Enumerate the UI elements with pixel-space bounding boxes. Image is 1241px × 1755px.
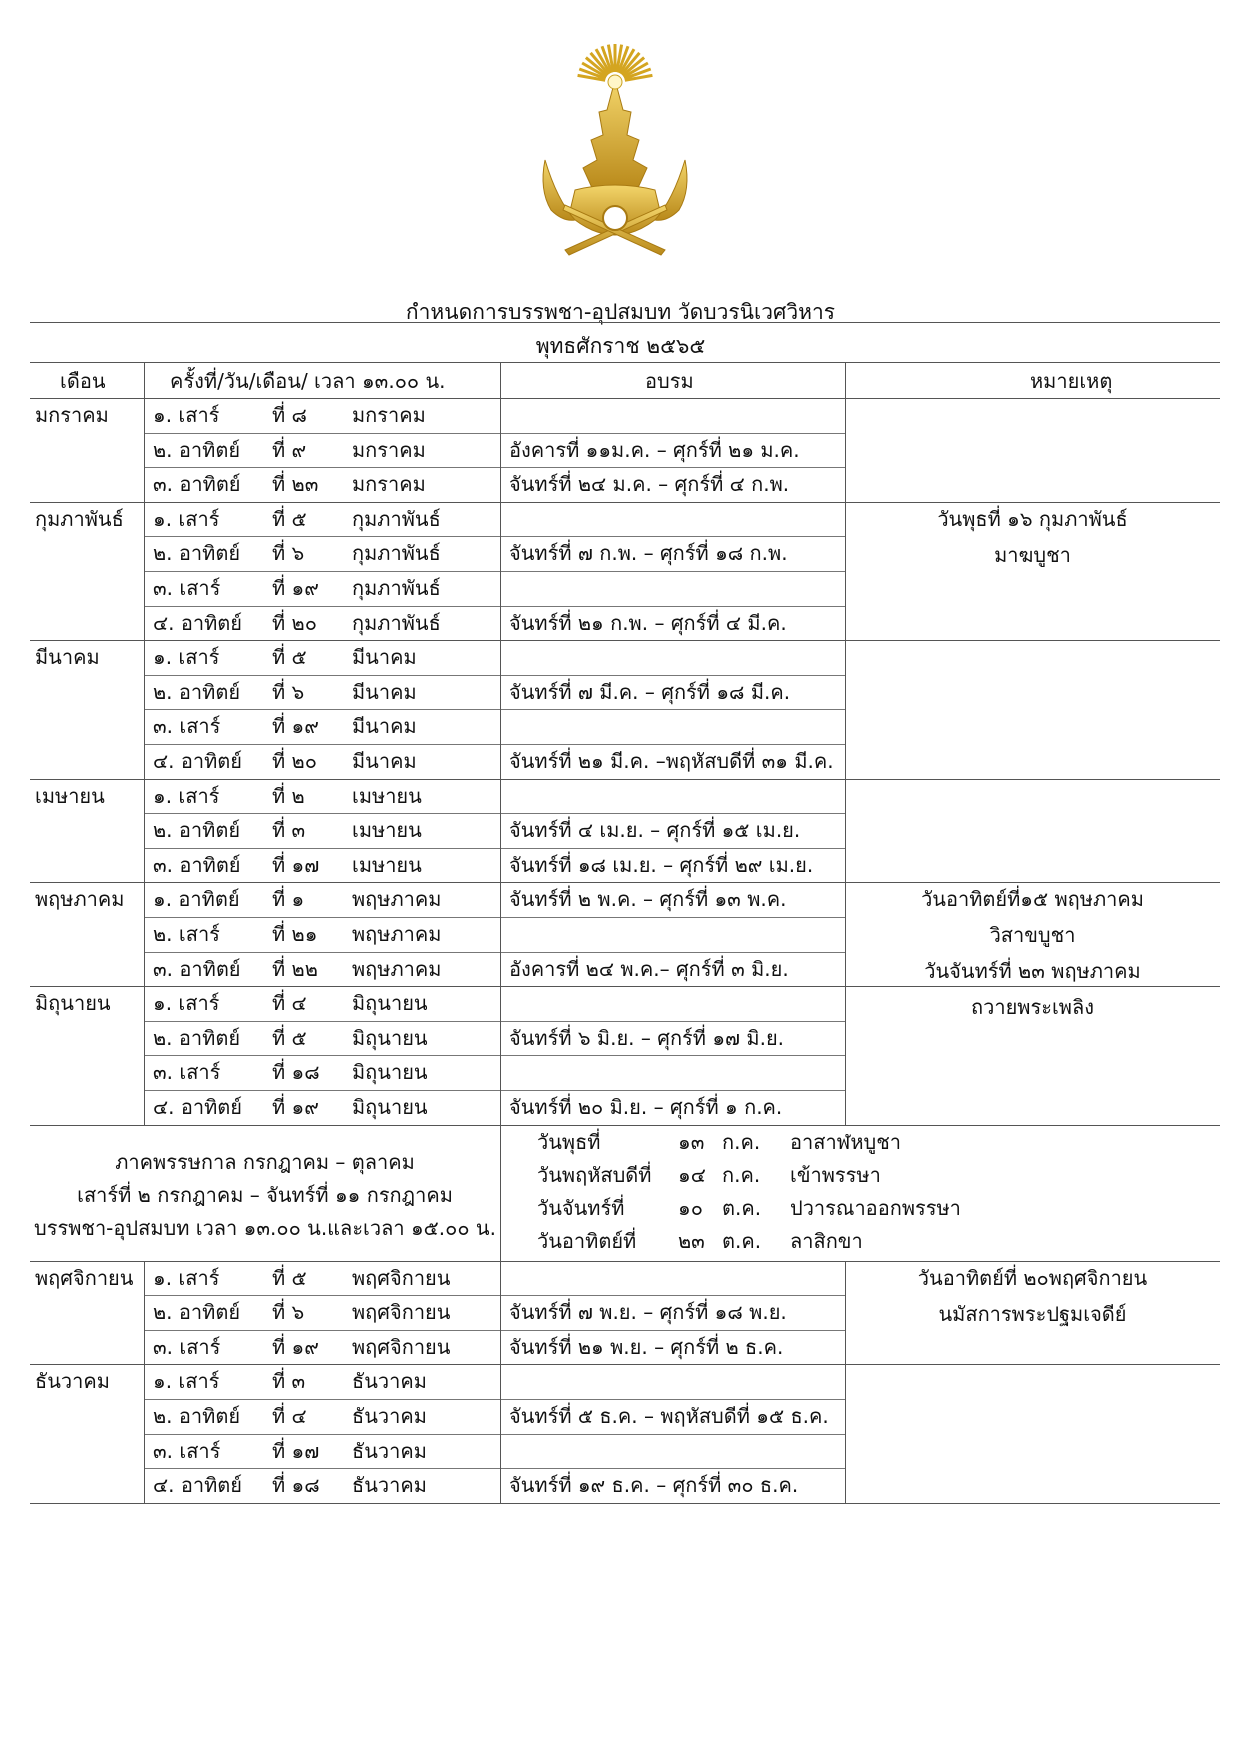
session-month: พฤษภาคม bbox=[352, 887, 442, 912]
note-text: วันอาทิตย์ที่ ๒๐พฤศจิกายน bbox=[917, 1265, 1148, 1290]
session-number: ๑. เสาร์ bbox=[153, 506, 220, 531]
session-month: กุมภาพันธ์ bbox=[352, 610, 441, 635]
training-period: จันทร์ที่ ๗ มี.ค. – ศุกร์ที่ ๑๘ มี.ค. bbox=[509, 679, 791, 704]
training-period: จันทร์ที่ ๒๐ มิ.ย. – ศุกร์ที่ ๑ ก.ค. bbox=[509, 1095, 783, 1119]
session-month: มกราคม bbox=[352, 403, 426, 427]
header-schedule: ครั้งที่/วัน/เดือน/ เวลา ๑๓.๐๐ น. bbox=[170, 369, 446, 393]
rain-retreat-rule bbox=[30, 1261, 1220, 1262]
session-date: ที่ ๑๙ bbox=[272, 1095, 319, 1119]
month-group-rule bbox=[30, 1125, 1220, 1126]
session-month: กุมภาพันธ์ bbox=[352, 506, 441, 531]
holiday-day: วันพุธที่ bbox=[537, 1129, 601, 1154]
column-divider bbox=[144, 1261, 145, 1503]
row-divider bbox=[144, 848, 845, 849]
session-number: ๒. อาทิตย์ bbox=[153, 679, 241, 704]
holiday-day: วันอาทิตย์ที่ bbox=[537, 1228, 637, 1253]
session-number: ๒. อาทิตย์ bbox=[153, 818, 241, 843]
session-date: ที่ ๒๓ bbox=[272, 472, 319, 497]
session-date: ที่ ๖ bbox=[272, 541, 305, 566]
session-month: มิถุนายน bbox=[352, 1025, 428, 1050]
session-month: ธันวาคม bbox=[352, 1473, 427, 1498]
session-number: ๒. อาทิตย์ bbox=[153, 437, 241, 462]
training-period: จันทร์ที่ ๒ พ.ค. – ศุกร์ที่ ๑๓ พ.ค. bbox=[509, 887, 787, 912]
training-period: จันทร์ที่ ๕ ธ.ค. – พฤหัสบดีที่ ๑๕ ธ.ค. bbox=[509, 1404, 829, 1428]
row-divider bbox=[144, 1434, 845, 1435]
training-period: อังคารที่ ๒๔ พ.ค.– ศุกร์ที่ ๓ มิ.ย. bbox=[509, 956, 789, 981]
session-date: ที่ ๕ bbox=[272, 1025, 307, 1050]
session-number: ๓. เสาร์ bbox=[153, 1334, 221, 1359]
session-date: ที่ ๒ bbox=[272, 783, 305, 808]
holiday-number: ๒๓ bbox=[678, 1228, 705, 1253]
month-label: มกราคม bbox=[35, 403, 109, 427]
session-number: ๑. เสาร์ bbox=[153, 1369, 220, 1394]
column-divider bbox=[500, 362, 501, 1125]
header-training: อบรม bbox=[645, 369, 694, 393]
holiday-name: เข้าพรรษา bbox=[790, 1162, 881, 1187]
session-month: มิถุนายน bbox=[352, 1060, 428, 1085]
session-month: มิถุนายน bbox=[352, 991, 428, 1016]
session-date: ที่ ๓ bbox=[272, 818, 306, 843]
month-group-rule bbox=[30, 779, 1220, 780]
column-divider bbox=[845, 362, 846, 1125]
session-date: ที่ ๒๐ bbox=[272, 610, 317, 635]
session-month: กุมภาพันธ์ bbox=[352, 541, 441, 566]
row-divider bbox=[144, 709, 845, 710]
row-divider bbox=[144, 1399, 845, 1400]
session-month: เมษายน bbox=[352, 852, 422, 877]
training-period: จันทร์ที่ ๖ มิ.ย. – ศุกร์ที่ ๑๗ มิ.ย. bbox=[509, 1025, 785, 1050]
session-month: มกราคม bbox=[352, 437, 426, 462]
session-month: มีนาคม bbox=[352, 749, 417, 773]
row-divider bbox=[144, 1090, 845, 1091]
note-text: มาฆบูชา bbox=[994, 542, 1071, 567]
holiday-number: ๑๐ bbox=[678, 1195, 703, 1220]
row-divider bbox=[144, 1055, 845, 1056]
session-date: ที่ ๔ bbox=[272, 991, 307, 1016]
session-number: ๑. เสาร์ bbox=[153, 1265, 220, 1290]
session-number: ๑. อาทิตย์ bbox=[153, 887, 240, 912]
month-group-rule bbox=[30, 1503, 1220, 1504]
header-notes: หมายเหตุ bbox=[1030, 369, 1113, 393]
note-text: วันอาทิตย์ที่๑๕ พฤษภาคม bbox=[921, 887, 1144, 912]
session-month: พฤศจิกายน bbox=[352, 1265, 451, 1290]
row-divider bbox=[144, 536, 845, 537]
training-period: จันทร์ที่ ๗ ก.พ. – ศุกร์ที่ ๑๘ ก.พ. bbox=[509, 541, 788, 566]
session-number: ๓. เสาร์ bbox=[153, 1438, 221, 1463]
rain-retreat-text: บรรพชา-อุปสมบท เวลา ๑๓.๐๐ น.และเวลา ๑๕.๐๐ น. bbox=[34, 1215, 496, 1240]
holiday-month: ต.ค. bbox=[722, 1195, 762, 1220]
training-period: จันทร์ที่ ๒๑ มี.ค. –พฤหัสบดีที่ ๓๑ มี.ค. bbox=[509, 749, 834, 773]
rain-retreat-text: เสาร์ที่ ๒ กรกฎาคม – จันทร์ที่ ๑๑ กรกฎาคม bbox=[77, 1182, 453, 1207]
session-date: ที่ ๖ bbox=[272, 1300, 305, 1325]
header-bottom-rule bbox=[30, 398, 1220, 399]
month-group-rule bbox=[30, 1364, 1220, 1365]
training-period: จันทร์ที่ ๑๘ เม.ย. – ศุกร์ที่ ๒๙ เม.ย. bbox=[509, 852, 814, 877]
session-month: พฤศจิกายน bbox=[352, 1334, 451, 1359]
row-divider bbox=[144, 1468, 845, 1469]
session-month: ธันวาคม bbox=[352, 1369, 427, 1394]
month-group-rule bbox=[30, 986, 1220, 987]
session-date: ที่ ๒๐ bbox=[272, 749, 317, 773]
rain-retreat-text: ภาคพรรษกาล กรกฎาคม – ตุลาคม bbox=[115, 1149, 415, 1174]
holiday-month: ก.ค. bbox=[722, 1129, 761, 1154]
session-number: ๓. อาทิตย์ bbox=[153, 852, 241, 877]
month-label: เมษายน bbox=[35, 783, 105, 808]
session-month: พฤศจิกายน bbox=[352, 1300, 451, 1325]
header-month: เดือน bbox=[60, 369, 106, 393]
note-text: นมัสการพระปฐมเจดีย์ bbox=[938, 1301, 1127, 1326]
session-date: ที่ ๑๙ bbox=[272, 1334, 319, 1359]
column-divider bbox=[845, 1261, 846, 1503]
row-divider bbox=[144, 606, 845, 607]
holiday-month: ก.ค. bbox=[722, 1162, 761, 1187]
row-divider bbox=[144, 467, 845, 468]
session-number: ๓. อาทิตย์ bbox=[153, 472, 241, 497]
session-date: ที่ ๑๘ bbox=[272, 1473, 320, 1498]
session-number: ๒. อาทิตย์ bbox=[153, 1025, 241, 1050]
column-divider bbox=[500, 1125, 501, 1261]
month-label: กุมภาพันธ์ bbox=[35, 506, 124, 531]
session-number: ๑. เสาร์ bbox=[153, 991, 220, 1016]
month-label: ธันวาคม bbox=[35, 1369, 110, 1394]
session-date: ที่ ๕ bbox=[272, 506, 307, 531]
row-divider bbox=[144, 917, 845, 918]
row-divider bbox=[144, 1021, 845, 1022]
session-date: ที่ ๕ bbox=[272, 1265, 307, 1290]
note-text: วันพุธที่ ๑๖ กุมภาพันธ์ bbox=[937, 506, 1128, 531]
holiday-day: วันจันทร์ที่ bbox=[537, 1195, 625, 1220]
training-period: จันทร์ที่ ๒๔ ม.ค. – ศุกร์ที่ ๔ ก.พ. bbox=[509, 472, 790, 497]
title-rule bbox=[30, 322, 1220, 323]
session-month: กุมภาพันธ์ bbox=[352, 576, 441, 600]
session-date: ที่ ๕ bbox=[272, 645, 307, 670]
session-number: ๔. อาทิตย์ bbox=[153, 749, 242, 773]
session-date: ที่ ๔ bbox=[272, 1404, 307, 1428]
buddhist-year: พุทธศักราช ๒๕๖๕ bbox=[535, 334, 706, 358]
row-divider bbox=[144, 675, 845, 676]
note-text: วันจันทร์ที่ ๒๓ พฤษภาคม bbox=[924, 959, 1141, 984]
session-date: ที่ ๑๙ bbox=[272, 576, 319, 600]
session-month: พฤษภาคม bbox=[352, 956, 442, 981]
session-date: ที่ ๒๒ bbox=[272, 956, 318, 981]
session-month: มีนาคม bbox=[352, 645, 417, 670]
training-period: จันทร์ที่ ๔ เม.ย. – ศุกร์ที่ ๑๕ เม.ย. bbox=[509, 818, 801, 843]
session-number: ๑. เสาร์ bbox=[153, 403, 220, 427]
session-number: ๓. เสาร์ bbox=[153, 576, 221, 600]
month-label: พฤษภาคม bbox=[35, 887, 125, 912]
session-date: ที่ ๑๗ bbox=[272, 1438, 320, 1463]
session-number: ๒. เสาร์ bbox=[153, 922, 220, 946]
header-top-rule bbox=[30, 362, 1220, 363]
session-month: มิถุนายน bbox=[352, 1095, 428, 1119]
session-number: ๓. เสาร์ bbox=[153, 1060, 221, 1085]
row-divider bbox=[144, 744, 845, 745]
month-label: มีนาคม bbox=[35, 645, 100, 670]
session-date: ที่ ๑๙ bbox=[272, 714, 319, 739]
month-group-rule bbox=[30, 640, 1220, 641]
session-month: มีนาคม bbox=[352, 679, 417, 704]
session-month: ธันวาคม bbox=[352, 1438, 427, 1463]
session-number: ๒. อาทิตย์ bbox=[153, 541, 241, 566]
session-date: ที่ ๑ bbox=[272, 887, 305, 912]
session-number: ๒. อาทิตย์ bbox=[153, 1300, 241, 1325]
session-number: ๓. เสาร์ bbox=[153, 714, 221, 739]
note-text: ถวายพระเพลิง bbox=[971, 995, 1094, 1020]
training-period: อังคารที่ ๑๑ม.ค. – ศุกร์ที่ ๒๑ ม.ค. bbox=[509, 437, 800, 462]
holiday-name: อาสาฬหบูชา bbox=[790, 1129, 902, 1154]
session-date: ที่ ๖ bbox=[272, 679, 305, 704]
holiday-number: ๑๓ bbox=[678, 1129, 705, 1154]
session-number: ๑. เสาร์ bbox=[153, 645, 220, 670]
session-number: ๓. อาทิตย์ bbox=[153, 956, 241, 981]
row-divider bbox=[144, 813, 845, 814]
session-number: ๔. อาทิตย์ bbox=[153, 1473, 242, 1498]
session-month: มีนาคม bbox=[352, 714, 417, 739]
document-title: กำหนดการบรรพชา-อุปสมบท วัดบวรนิเวศวิหาร bbox=[405, 300, 836, 324]
session-date: ที่ ๒๑ bbox=[272, 922, 318, 946]
session-number: ๔. อาทิตย์ bbox=[153, 1095, 242, 1119]
session-month: ธันวาคม bbox=[352, 1404, 427, 1428]
session-date: ที่ ๙ bbox=[272, 437, 307, 462]
training-period: จันทร์ที่ ๗ พ.ย. – ศุกร์ที่ ๑๘ พ.ย. bbox=[509, 1300, 787, 1325]
session-number: ๔. อาทิตย์ bbox=[153, 610, 242, 635]
session-number: ๒. อาทิตย์ bbox=[153, 1404, 241, 1428]
session-date: ที่ ๑๘ bbox=[272, 1060, 320, 1085]
row-divider bbox=[144, 952, 845, 953]
row-divider bbox=[144, 1295, 845, 1296]
holiday-name: ปวารณาออกพรรษา bbox=[790, 1195, 961, 1220]
holiday-number: ๑๔ bbox=[678, 1162, 706, 1187]
holiday-day: วันพฤหัสบดีที่ bbox=[537, 1162, 652, 1187]
session-date: ที่ ๓ bbox=[272, 1369, 306, 1394]
row-divider bbox=[144, 1330, 845, 1331]
session-month: พฤษภาคม bbox=[352, 922, 442, 946]
session-date: ที่ ๑๗ bbox=[272, 852, 320, 877]
column-divider bbox=[500, 1261, 501, 1503]
training-period: จันทร์ที่ ๒๑ ก.พ. – ศุกร์ที่ ๔ มี.ค. bbox=[509, 610, 787, 635]
training-period: จันทร์ที่ ๒๑ พ.ย. – ศุกร์ที่ ๒ ธ.ค. bbox=[509, 1334, 784, 1359]
temple-seal-logo bbox=[505, 40, 725, 280]
row-divider bbox=[144, 571, 845, 572]
holiday-month: ต.ค. bbox=[722, 1228, 762, 1253]
session-date: ที่ ๘ bbox=[272, 403, 307, 427]
month-label: มิถุนายน bbox=[35, 991, 111, 1016]
month-label: พฤศจิกายน bbox=[35, 1265, 134, 1290]
session-month: เมษายน bbox=[352, 783, 422, 808]
column-divider bbox=[144, 362, 145, 1125]
session-month: เมษายน bbox=[352, 818, 422, 843]
training-period: จันทร์ที่ ๑๙ ธ.ค. – ศุกร์ที่ ๓๐ ธ.ค. bbox=[509, 1473, 799, 1498]
session-number: ๑. เสาร์ bbox=[153, 783, 220, 808]
month-group-rule bbox=[30, 882, 1220, 883]
note-text: วิสาขบูชา bbox=[989, 923, 1076, 948]
holiday-name: ลาสิกขา bbox=[790, 1228, 863, 1253]
month-group-rule bbox=[30, 502, 1220, 503]
row-divider bbox=[144, 433, 845, 434]
session-month: มกราคม bbox=[352, 472, 426, 497]
